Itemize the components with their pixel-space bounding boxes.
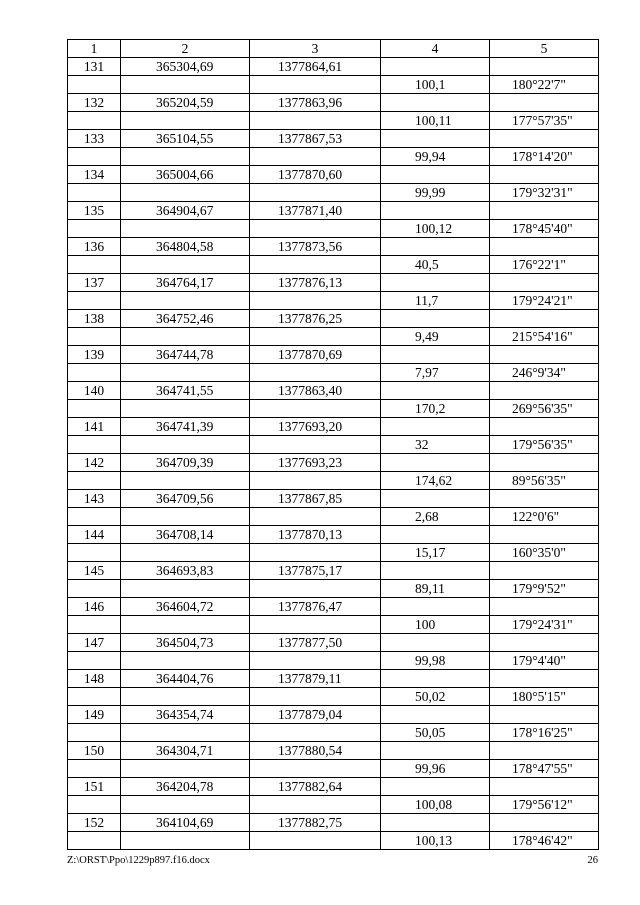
y-coordinate-cell	[250, 832, 381, 850]
x-coordinate-cell: 364764,17	[121, 274, 250, 292]
distance-cell	[381, 238, 490, 256]
table-row	[68, 184, 599, 202]
angle-cell	[490, 310, 599, 328]
angle-cell: 180°5'15"	[490, 688, 599, 706]
angle-cell: 179°24'21"	[490, 292, 599, 310]
x-coordinate-cell	[121, 580, 250, 598]
point-number-cell: 144	[68, 526, 121, 544]
table-row	[68, 274, 599, 292]
table-row	[68, 562, 599, 580]
table-row	[68, 328, 599, 346]
x-coordinate-cell	[121, 364, 250, 382]
y-coordinate-cell: 1377876,25	[250, 310, 381, 328]
angle-cell	[490, 346, 599, 364]
angle-cell: 179°9'52"	[490, 580, 599, 598]
angle-cell	[490, 454, 599, 472]
table-row	[68, 814, 599, 832]
x-coordinate-cell	[121, 796, 250, 814]
angle-cell	[490, 274, 599, 292]
point-number-cell	[68, 724, 121, 742]
angle-cell: 122°0'6"	[490, 508, 599, 526]
table-row	[68, 256, 599, 274]
table-row	[68, 220, 599, 238]
angle-cell	[490, 706, 599, 724]
x-coordinate-cell: 364708,14	[121, 526, 250, 544]
distance-cell: 100,11	[381, 112, 490, 130]
table-row	[68, 724, 599, 742]
y-coordinate-cell: 1377867,53	[250, 130, 381, 148]
distance-cell	[381, 490, 490, 508]
distance-cell	[381, 454, 490, 472]
angle-cell	[490, 238, 599, 256]
distance-cell	[381, 562, 490, 580]
distance-cell: 170,2	[381, 400, 490, 418]
column-header: 4	[381, 40, 490, 58]
table-row	[68, 742, 599, 760]
point-number-cell	[68, 616, 121, 634]
point-number-cell	[68, 256, 121, 274]
footer-file-path: Z:\ORST\Ppo\1229p897.f16.docx	[67, 855, 210, 866]
x-coordinate-cell: 364804,58	[121, 238, 250, 256]
point-number-cell	[68, 112, 121, 130]
y-coordinate-cell: 1377875,17	[250, 562, 381, 580]
y-coordinate-cell	[250, 760, 381, 778]
table-row	[68, 652, 599, 670]
x-coordinate-cell	[121, 688, 250, 706]
x-coordinate-cell: 364752,46	[121, 310, 250, 328]
distance-cell	[381, 94, 490, 112]
table-row	[68, 382, 599, 400]
angle-cell	[490, 94, 599, 112]
x-coordinate-cell: 364741,39	[121, 418, 250, 436]
distance-cell: 100,12	[381, 220, 490, 238]
x-coordinate-cell	[121, 76, 250, 94]
x-coordinate-cell	[121, 328, 250, 346]
table-row	[68, 832, 599, 850]
table-row	[68, 472, 599, 490]
y-coordinate-cell	[250, 292, 381, 310]
point-number-cell: 142	[68, 454, 121, 472]
distance-cell: 2,68	[381, 508, 490, 526]
distance-cell: 50,05	[381, 724, 490, 742]
column-header: 3	[250, 40, 381, 58]
y-coordinate-cell	[250, 436, 381, 454]
distance-cell: 99,98	[381, 652, 490, 670]
x-coordinate-cell	[121, 400, 250, 418]
table-row	[68, 238, 599, 256]
point-number-cell	[68, 580, 121, 598]
point-number-cell: 148	[68, 670, 121, 688]
y-coordinate-cell	[250, 76, 381, 94]
x-coordinate-cell: 364744,78	[121, 346, 250, 364]
point-number-cell	[68, 796, 121, 814]
table-row	[68, 418, 599, 436]
y-coordinate-cell	[250, 400, 381, 418]
point-number-cell: 152	[68, 814, 121, 832]
x-coordinate-cell	[121, 508, 250, 526]
distance-cell	[381, 166, 490, 184]
point-number-cell	[68, 364, 121, 382]
angle-cell: 178°45'40"	[490, 220, 599, 238]
y-coordinate-cell: 1377870,60	[250, 166, 381, 184]
column-header: 2	[121, 40, 250, 58]
distance-cell	[381, 418, 490, 436]
x-coordinate-cell	[121, 724, 250, 742]
y-coordinate-cell	[250, 580, 381, 598]
distance-cell: 99,99	[381, 184, 490, 202]
point-number-cell	[68, 436, 121, 454]
coordinates-table	[67, 39, 599, 850]
x-coordinate-cell: 364741,55	[121, 382, 250, 400]
point-number-cell: 137	[68, 274, 121, 292]
x-coordinate-cell: 364709,56	[121, 490, 250, 508]
point-number-cell	[68, 544, 121, 562]
point-number-cell	[68, 832, 121, 850]
point-number-cell	[68, 688, 121, 706]
x-coordinate-cell: 364104,69	[121, 814, 250, 832]
table-row	[68, 526, 599, 544]
y-coordinate-cell	[250, 508, 381, 526]
x-coordinate-cell	[121, 760, 250, 778]
y-coordinate-cell: 1377882,75	[250, 814, 381, 832]
distance-cell	[381, 274, 490, 292]
angle-cell	[490, 742, 599, 760]
table-row	[68, 346, 599, 364]
angle-cell: 176°22'1"	[490, 256, 599, 274]
x-coordinate-cell	[121, 112, 250, 130]
y-coordinate-cell: 1377876,13	[250, 274, 381, 292]
x-coordinate-cell	[121, 544, 250, 562]
x-coordinate-cell	[121, 220, 250, 238]
y-coordinate-cell: 1377693,20	[250, 418, 381, 436]
table-row	[68, 706, 599, 724]
distance-cell	[381, 598, 490, 616]
angle-cell	[490, 634, 599, 652]
distance-cell	[381, 526, 490, 544]
x-coordinate-cell	[121, 832, 250, 850]
angle-cell: 179°56'12"	[490, 796, 599, 814]
table-row	[68, 778, 599, 796]
point-number-cell: 141	[68, 418, 121, 436]
x-coordinate-cell: 364504,73	[121, 634, 250, 652]
x-coordinate-cell	[121, 292, 250, 310]
angle-cell: 178°46'42"	[490, 832, 599, 850]
distance-cell	[381, 202, 490, 220]
x-coordinate-cell	[121, 148, 250, 166]
y-coordinate-cell	[250, 688, 381, 706]
point-number-cell: 151	[68, 778, 121, 796]
x-coordinate-cell: 365304,69	[121, 58, 250, 76]
x-coordinate-cell: 364404,76	[121, 670, 250, 688]
x-coordinate-cell: 364304,71	[121, 742, 250, 760]
distance-cell: 15,17	[381, 544, 490, 562]
y-coordinate-cell	[250, 256, 381, 274]
table-row	[68, 544, 599, 562]
distance-cell	[381, 778, 490, 796]
point-number-cell: 138	[68, 310, 121, 328]
table-row	[68, 292, 599, 310]
table-row	[68, 94, 599, 112]
x-coordinate-cell: 364693,83	[121, 562, 250, 580]
point-number-cell	[68, 76, 121, 94]
distance-cell: 99,96	[381, 760, 490, 778]
y-coordinate-cell: 1377870,13	[250, 526, 381, 544]
angle-cell	[490, 562, 599, 580]
point-number-cell: 140	[68, 382, 121, 400]
angle-cell: 246°9'34"	[490, 364, 599, 382]
angle-cell: 89°56'35"	[490, 472, 599, 490]
x-coordinate-cell: 364604,72	[121, 598, 250, 616]
angle-cell: 178°47'55"	[490, 760, 599, 778]
x-coordinate-cell: 364709,39	[121, 454, 250, 472]
y-coordinate-cell	[250, 328, 381, 346]
angle-cell: 179°32'31"	[490, 184, 599, 202]
table-row	[68, 490, 599, 508]
distance-cell	[381, 346, 490, 364]
point-number-cell: 149	[68, 706, 121, 724]
distance-cell: 32	[381, 436, 490, 454]
angle-cell: 215°54'16"	[490, 328, 599, 346]
distance-cell: 100,1	[381, 76, 490, 94]
table-row	[68, 598, 599, 616]
angle-cell: 178°14'20"	[490, 148, 599, 166]
point-number-cell: 139	[68, 346, 121, 364]
x-coordinate-cell	[121, 184, 250, 202]
point-number-cell	[68, 184, 121, 202]
y-coordinate-cell: 1377880,54	[250, 742, 381, 760]
distance-cell	[381, 58, 490, 76]
distance-cell	[381, 706, 490, 724]
point-number-cell	[68, 292, 121, 310]
y-coordinate-cell: 1377877,50	[250, 634, 381, 652]
y-coordinate-cell: 1377870,69	[250, 346, 381, 364]
table-row	[68, 508, 599, 526]
distance-cell	[381, 310, 490, 328]
angle-cell	[490, 526, 599, 544]
table-row	[68, 148, 599, 166]
table-row	[68, 400, 599, 418]
y-coordinate-cell: 1377693,23	[250, 454, 381, 472]
point-number-cell: 131	[68, 58, 121, 76]
angle-cell	[490, 598, 599, 616]
distance-cell: 40,5	[381, 256, 490, 274]
table-row	[68, 634, 599, 652]
angle-cell: 179°24'31"	[490, 616, 599, 634]
table-row	[68, 688, 599, 706]
distance-cell: 174,62	[381, 472, 490, 490]
y-coordinate-cell	[250, 796, 381, 814]
distance-cell	[381, 670, 490, 688]
point-number-cell: 134	[68, 166, 121, 184]
y-coordinate-cell	[250, 472, 381, 490]
x-coordinate-cell: 364904,67	[121, 202, 250, 220]
table-row	[68, 310, 599, 328]
point-number-cell	[68, 760, 121, 778]
angle-cell	[490, 58, 599, 76]
table-row	[68, 112, 599, 130]
point-number-cell	[68, 400, 121, 418]
column-header: 5	[490, 40, 599, 58]
point-number-cell: 146	[68, 598, 121, 616]
y-coordinate-cell: 1377867,85	[250, 490, 381, 508]
angle-cell: 180°22'7"	[490, 76, 599, 94]
point-number-cell: 145	[68, 562, 121, 580]
distance-cell	[381, 634, 490, 652]
y-coordinate-cell: 1377873,56	[250, 238, 381, 256]
x-coordinate-cell: 364204,78	[121, 778, 250, 796]
table-body	[68, 40, 599, 850]
angle-cell	[490, 382, 599, 400]
y-coordinate-cell: 1377882,64	[250, 778, 381, 796]
x-coordinate-cell	[121, 616, 250, 634]
angle-cell	[490, 202, 599, 220]
y-coordinate-cell	[250, 364, 381, 382]
y-coordinate-cell: 1377879,04	[250, 706, 381, 724]
point-number-cell: 132	[68, 94, 121, 112]
angle-cell	[490, 814, 599, 832]
point-number-cell	[68, 148, 121, 166]
angle-cell	[490, 670, 599, 688]
point-number-cell	[68, 652, 121, 670]
y-coordinate-cell	[250, 616, 381, 634]
distance-cell: 50,02	[381, 688, 490, 706]
x-coordinate-cell: 365004,66	[121, 166, 250, 184]
y-coordinate-cell	[250, 184, 381, 202]
distance-cell: 100,08	[381, 796, 490, 814]
angle-cell: 178°16'25"	[490, 724, 599, 742]
distance-cell	[381, 130, 490, 148]
angle-cell	[490, 130, 599, 148]
x-coordinate-cell: 364354,74	[121, 706, 250, 724]
table-row	[68, 670, 599, 688]
y-coordinate-cell: 1377863,40	[250, 382, 381, 400]
x-coordinate-cell: 365104,55	[121, 130, 250, 148]
point-number-cell	[68, 472, 121, 490]
angle-cell	[490, 166, 599, 184]
distance-cell	[381, 382, 490, 400]
point-number-cell: 150	[68, 742, 121, 760]
point-number-cell: 147	[68, 634, 121, 652]
table-row	[68, 58, 599, 76]
y-coordinate-cell	[250, 148, 381, 166]
distance-cell: 89,11	[381, 580, 490, 598]
point-number-cell	[68, 508, 121, 526]
y-coordinate-cell: 1377871,40	[250, 202, 381, 220]
distance-cell: 99,94	[381, 148, 490, 166]
point-number-cell: 143	[68, 490, 121, 508]
table-row	[68, 130, 599, 148]
angle-cell: 269°56'35"	[490, 400, 599, 418]
angle-cell	[490, 490, 599, 508]
table-row	[68, 796, 599, 814]
x-coordinate-cell	[121, 436, 250, 454]
distance-cell: 7,97	[381, 364, 490, 382]
point-number-cell	[68, 220, 121, 238]
y-coordinate-cell: 1377879,11	[250, 670, 381, 688]
table-row	[68, 436, 599, 454]
angle-cell: 160°35'0"	[490, 544, 599, 562]
distance-cell: 11,7	[381, 292, 490, 310]
column-header: 1	[68, 40, 121, 58]
x-coordinate-cell	[121, 652, 250, 670]
table-row	[68, 166, 599, 184]
y-coordinate-cell	[250, 220, 381, 238]
y-coordinate-cell	[250, 544, 381, 562]
table-row	[68, 760, 599, 778]
point-number-cell: 136	[68, 238, 121, 256]
header-row	[68, 40, 599, 58]
point-number-cell: 133	[68, 130, 121, 148]
table-row	[68, 616, 599, 634]
y-coordinate-cell	[250, 652, 381, 670]
angle-cell	[490, 778, 599, 796]
table-row	[68, 202, 599, 220]
table-row	[68, 76, 599, 94]
table-row	[68, 454, 599, 472]
distance-cell	[381, 742, 490, 760]
x-coordinate-cell: 365204,59	[121, 94, 250, 112]
table-row	[68, 580, 599, 598]
distance-cell: 100,13	[381, 832, 490, 850]
point-number-cell	[68, 328, 121, 346]
point-number-cell: 135	[68, 202, 121, 220]
distance-cell: 9,49	[381, 328, 490, 346]
angle-cell: 177°57'35"	[490, 112, 599, 130]
x-coordinate-cell	[121, 256, 250, 274]
distance-cell: 100	[381, 616, 490, 634]
table-row	[68, 364, 599, 382]
y-coordinate-cell	[250, 112, 381, 130]
y-coordinate-cell: 1377864,61	[250, 58, 381, 76]
y-coordinate-cell: 1377863,96	[250, 94, 381, 112]
page-number: 26	[587, 855, 598, 866]
y-coordinate-cell	[250, 724, 381, 742]
x-coordinate-cell	[121, 472, 250, 490]
y-coordinate-cell: 1377876,47	[250, 598, 381, 616]
angle-cell: 179°56'35"	[490, 436, 599, 454]
angle-cell	[490, 418, 599, 436]
distance-cell	[381, 814, 490, 832]
angle-cell: 179°4'40"	[490, 652, 599, 670]
